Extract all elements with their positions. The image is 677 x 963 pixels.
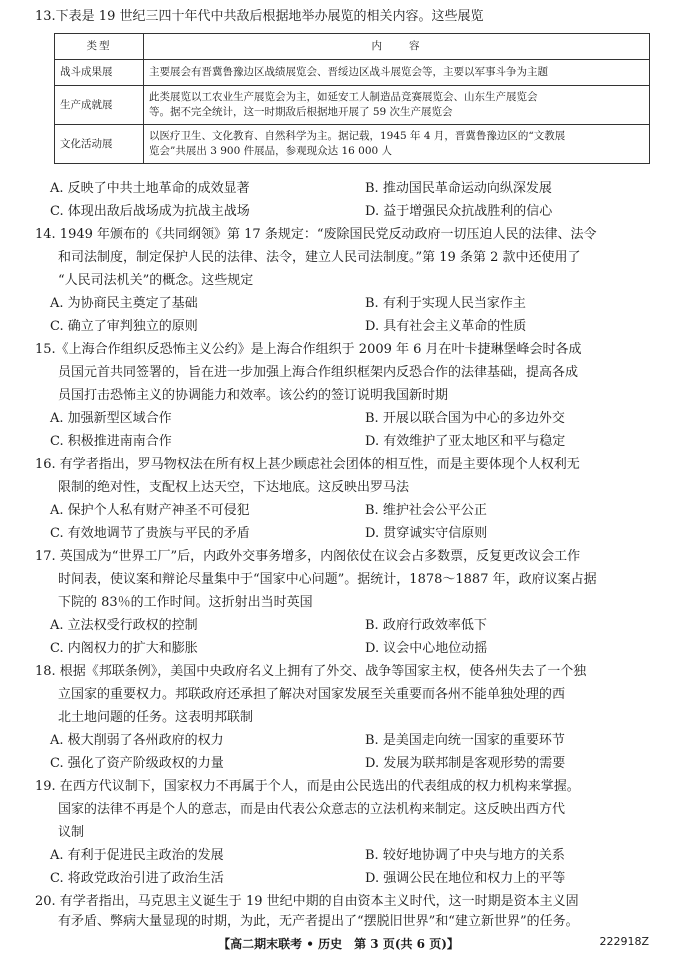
q19-option-d[interactable]: D. 强调公民在地位和权力上的平等 — [365, 871, 566, 886]
q14-option-a[interactable]: A. 为协商民主奠定了基础 — [50, 296, 198, 311]
q15-option-b[interactable]: B. 开展以联合国为中心的多边外交 — [365, 411, 565, 426]
q14-option-b[interactable]: B. 有利于实现人民当家作主 — [365, 296, 526, 311]
q14-stem-line: 14. 1949 年颁布的《共同纲领》第 17 条规定：“废除国民党反动政府一切压迫人民的法律、法令 — [35, 227, 597, 242]
q17-option-a[interactable]: A. 立法权受行政权的控制 — [50, 618, 198, 633]
q18-option-d[interactable]: D. 发展为联邦制是客观形势的需要 — [365, 756, 566, 771]
footer-code: 222918Z — [599, 935, 649, 948]
q15-stem-line: 15.《上海合作组织反恐怖主义公约》是上海合作组织于 2009 年 6 月在叶卡捷琳堡峰会时各成 — [35, 342, 582, 357]
q19-stem-line: 议制 — [58, 825, 85, 840]
table-row — [55, 125, 650, 164]
table-header-content: 内 容 — [144, 34, 650, 60]
q18-option-c[interactable]: C. 强化了资产阶级政权的力量 — [50, 756, 224, 771]
row-type: 战斗成果展 — [55, 60, 144, 86]
q15-option-d[interactable]: D. 有效维护了亚太地区和平与稳定 — [365, 434, 566, 449]
q20-stem-line: 有矛盾、弊病大量显现的时期，为此，无产者提出了“摆脱旧世界”和“建立新世界”的任务。 — [58, 914, 579, 929]
q19-option-c[interactable]: C. 将政党政治引进了政治生活 — [50, 871, 224, 886]
q18-stem-line: 18. 根据《邦联条例》，美国中央政府名义上拥有了外交、战争等国家主权，使各州失去了一个独 — [35, 664, 587, 679]
q18-option-a[interactable]: A. 极大削弱了各州政府的权力 — [50, 733, 224, 748]
q14-option-d[interactable]: D. 具有社会主义革命的性质 — [365, 319, 527, 334]
q15-stem-line: 员国打击恐怖主义的协调能力和效率。该公约的签订说明我国新时期 — [58, 388, 449, 403]
q17-option-d[interactable]: D. 议会中心地位动摇 — [365, 641, 488, 656]
q15-stem-line: 员国元首共同签署的，旨在进一步加强上海合作组织框架内反恐合作的法律基础，提高各成 — [58, 365, 579, 380]
row-type: 生产成就展 — [55, 86, 144, 125]
q16-option-d[interactable]: D. 贯穿诚实守信原则 — [365, 526, 488, 541]
q13-table — [54, 33, 650, 164]
table-row — [55, 86, 650, 125]
table-row — [55, 60, 650, 86]
row-content — [144, 60, 650, 86]
row-content-line: 主要展会有晋冀鲁豫边区战绩展览会、晋绥边区战斗展览会等，主要以军事斗争为主题 — [149, 66, 548, 78]
page-footer — [0, 935, 677, 955]
q18-stem-line: 立国家的重要权力。邦联政府还承担了解决对国家发展至关重要而各州不能单独处理的西 — [58, 687, 566, 702]
row-type: 文化活动展 — [55, 125, 144, 164]
q19-option-b[interactable]: B. 较好地协调了中央与地方的关系 — [365, 848, 565, 863]
q19-stem-line: 19. 在西方代议制下，国家权力不再属于个人，而是由公民选出的代表组成的权力机构来掌握。 — [35, 779, 580, 794]
row-content — [144, 125, 650, 164]
q15-option-a[interactable]: A. 加强新型区域合作 — [50, 411, 172, 426]
q13-option-c[interactable]: C. 体现出敌后战场成为抗战主战场 — [50, 204, 250, 219]
row-content-line: 览会”共展出 3 900 件展品，参观现众达 16 000 人 — [149, 145, 393, 157]
footer-page-info: 【高二期末联考 • 历史 第 3 页(共 6 页)】 — [218, 937, 459, 951]
q15-option-c[interactable]: C. 积极推进南南合作 — [50, 434, 172, 449]
q14-option-c[interactable]: C. 确立了审判独立的原则 — [50, 319, 198, 334]
q16-option-c[interactable]: C. 有效地调节了贵族与平民的矛盾 — [50, 526, 250, 541]
q17-stem-line: 17. 英国成为“世界工厂”后，内政外交事务增多，内阁依仗在议会占多数票，反复更改议会工作 — [35, 549, 581, 564]
q13-option-b[interactable]: B. 推动国民革命运动向纵深发展 — [365, 181, 552, 196]
row-content-line: 等。据不完全统计，这一时期敌后根据地开展了 59 次生产展览会 — [149, 106, 453, 118]
q16-option-a[interactable]: A. 保护个人私有财产神圣不可侵犯 — [50, 503, 250, 518]
table-header-row — [55, 34, 650, 60]
q17-stem-line: 时间表，使议案和辩论尽量集中于“国家中心问题”。据统计，1878～1887 年，政府议案占据 — [58, 572, 597, 587]
q19-stem-line: 国家的法律不再是个人的意志，而是由代表公众意志的立法机构来制定。这反映出西方代 — [58, 802, 566, 817]
q18-stem-line: 北土地问题的任务。这表明邦联制 — [58, 710, 254, 725]
row-content — [144, 86, 650, 125]
q16-option-b[interactable]: B. 维护社会公平公正 — [365, 503, 487, 518]
table-header-type: 类型 — [55, 34, 144, 60]
q17-option-c[interactable]: C. 内阁权力的扩大和膨胀 — [50, 641, 198, 656]
q18-option-b[interactable]: B. 是美国走向统一国家的重要环节 — [365, 733, 565, 748]
q17-stem-line: 下院的 83％的工作时间。这折射出当时英国 — [58, 595, 313, 610]
q13-option-d[interactable]: D. 益于增强民众抗战胜利的信心 — [365, 204, 553, 219]
q20-stem-line: 20. 有学者指出，马克思主义诞生于 19 世纪中期的自由资本主义时代，这一时期是资本主义固 — [35, 894, 579, 909]
q13-stem: 13.下表是 19 世纪三四十年代中共敌后根据地举办展览的相关内容。这些展览 — [35, 9, 484, 24]
q13-option-a[interactable]: A. 反映了中共土地革命的成效显著 — [50, 181, 250, 196]
row-content-line: 以医疗卫生、文化教育、自然科学为主。据记载，1945 年 4 月，晋冀鲁豫边区的“文教展 — [149, 130, 566, 142]
q14-stem-line: 和司法制度，制定保护人民的法律、法令，建立人民司法制度。”第 19 条第 2 款中还使用了 — [58, 250, 581, 265]
q16-stem-line: 限制的绝对性，支配权上达天空，下达地底。这反映出罗马法 — [58, 480, 410, 495]
q16-stem-line: 16. 有学者指出，罗马物权法在所有权上甚少顾虑社会团体的相互性，而是主要体现个人权利无 — [35, 457, 580, 472]
row-content-line: 此类展览以工农业生产展览会为主，如延安工人制造品竞赛展览会、山东生产展览会 — [149, 91, 538, 103]
q17-option-b[interactable]: B. 政府行政效率低下 — [365, 618, 487, 633]
q14-stem-line: “人民司法机关”的概念。这些规定 — [58, 273, 254, 288]
q19-option-a[interactable]: A. 有利于促进民主政治的发展 — [50, 848, 224, 863]
